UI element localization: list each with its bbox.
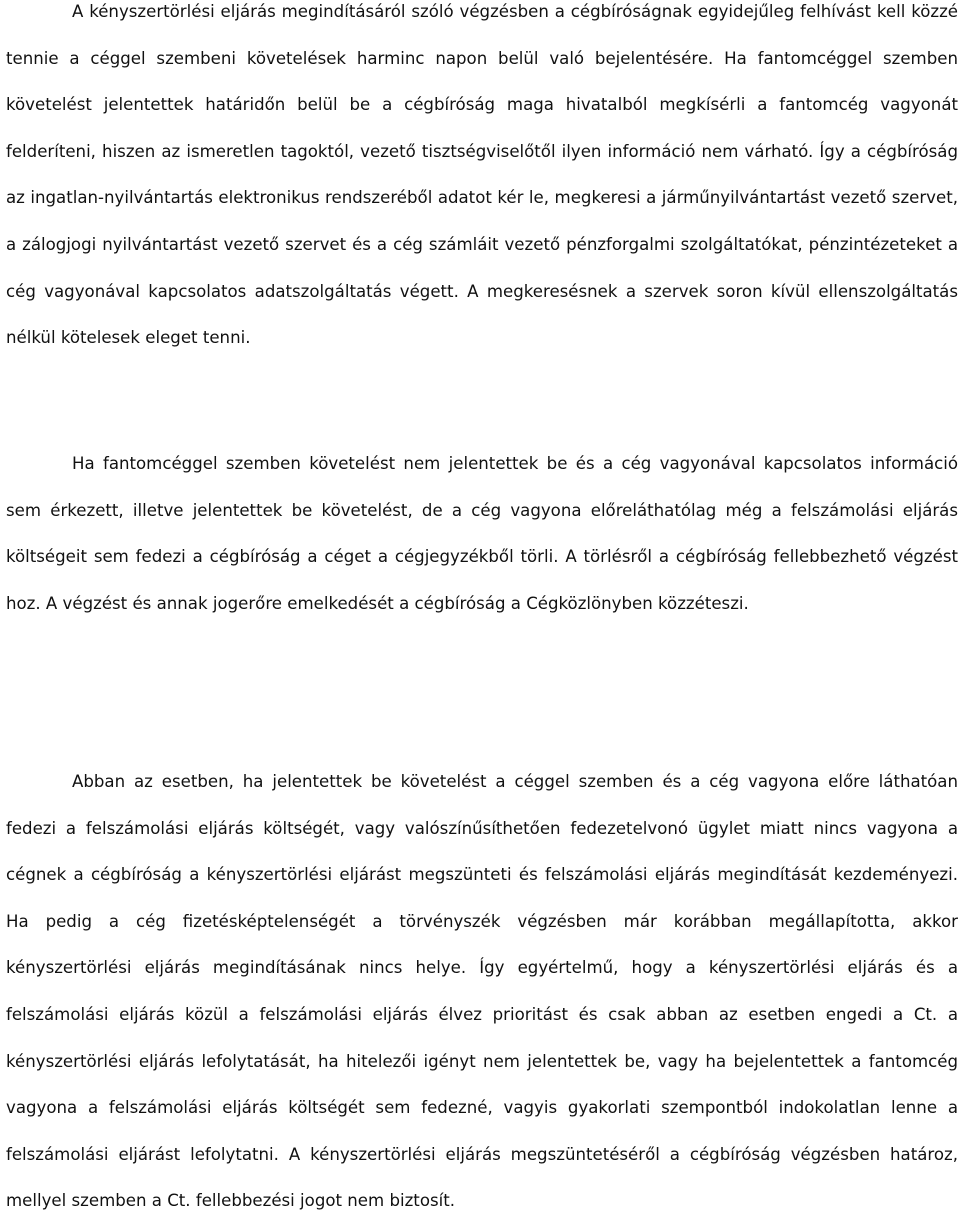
paragraph-3-text: Abban az esetben, ha jelentettek be követelést a céggel szemben és a cég vagyona előre láthatóan fedezi a felszámolási eljárás költségét, vagy valószínűsíthetően fedezetelvonó ügylet miatt nincs vagyona a cégnek a cégbíróság a kényszertörlési eljárást megszünteti és felszámolási eljárás megindítását kezdeményezi. Ha pedig a cég fizetésképtelenségét a törvényszék végzésben már korábban megállapította, akkor kényszertörlési eljárás megindításának nincs helye. Így egyértelmű, hogy a kényszertörlési eljárás és a felszámolási eljárás közül a felszámolási eljárás élvez prioritást és csak abban az esetben engedi a Ct. a kényszertörlési eljárás lefolytatását, ha hitelezői igényt nem jelentettek be, vagy ha bejelentettek a fantomcég vagyona a felszámolási eljárás költségét sem fedezné, vagyis gyakorlati szempontból indokolatlan lenne a felszámolási eljárást lefolytatni. A kényszertörlési eljárás megszüntetéséről a cégbíróság végzésben határoz, mellyel szemben a Ct. fellebbezési jogot nem biztosít. <box>6 772 958 1211</box>
paragraph-2 <box>6 441 958 627</box>
paragraph-2-text: Ha fantomcéggel szemben követelést nem jelentettek be és a cég vagyonával kapcsolatos információ sem érkezett, illetve jelentettek be követelést, de a cég vagyona előreláthatólag még a felszámolási eljárás költségeit sem fedezi a cégbíróság a céget a cégjegyzékből törli. A törlésről a cégbíróság fellebbezhető végzést hoz. A végzést és annak jogerőre emelkedését a cégbíróság a Cégközlönyben közzéteszi. <box>6 454 958 613</box>
paragraph-3 <box>6 759 958 1225</box>
paragraph-1-text: A kényszertörlési eljárás megindításáról szóló végzésben a cégbíróságnak egyidejűleg felhívást kell közzé tennie a céggel szembeni követelések harminc napon belül való bejelentésére. Ha fantomcéggel szemben követelést jelentettek határidőn belül be a cégbíróság maga hivatalból megkísérli a fantomcég vagyonát felderíteni, hiszen az ismeretlen tagoktól, vezető tisztségviselőtől ilyen információ nem várható. Így a cégbíróság az ingatlan-nyilvántartás elektronikus rendszeréből adatot kér le, megkeresi a járműnyilvántartást vezető szervet, a zálogjogi nyilvántartást vezető szervet és a cég számláit vezető pénzforgalmi szolgáltatókat, pénzintézeteket a cég vagyonával kapcsolatos adatszolgáltatás végett. A megkeresésnek a szervek soron kívül ellenszolgáltatás nélkül kötelesek eleget tenni. <box>6 2 958 348</box>
paragraph-1 <box>6 0 958 362</box>
document-page <box>6 0 958 1211</box>
